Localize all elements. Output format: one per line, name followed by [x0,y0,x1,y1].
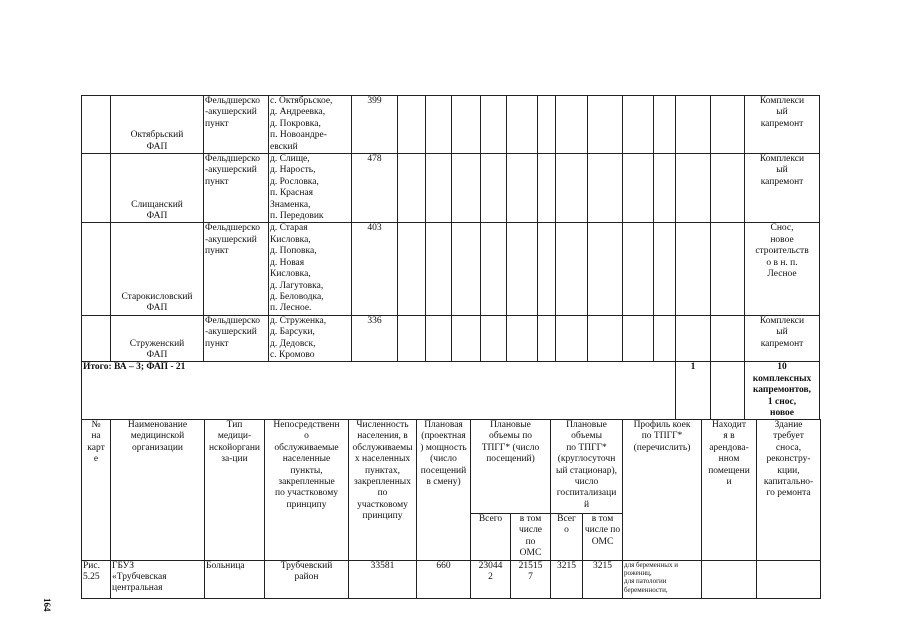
col-header-visits: Плановые объемы по ТПГГ* (число посещений) [471,420,551,514]
facility-type: Больница [205,560,265,598]
col-header-type: Тип медици- нскойоргани за-ции [205,420,265,561]
total-label: Итого: ВА – 3; ФАП - 21 [82,362,676,420]
facilities-continuation-table [81,95,820,420]
table-row [82,154,820,223]
table-row [82,223,820,315]
served-settlements: д. Слище, д. Нарость, д. Рословка, п. Красная Знаменка, п. Передовик [269,154,352,223]
page-number: 164 [42,598,52,612]
col-header-rented: Находит я в арендова- нном помещени и [702,420,757,561]
col-header-hosp-oms: в том числе по ОМС [583,514,623,561]
table-row [82,560,821,598]
col-header-settlements: Непосредственн о обслуживаемые населенные пункты, закрепленные по участковому принципу [265,420,349,561]
col-header-population: Численность населения, в обслуживаемы х населенных пунктах, закрепленных по участковому принципу [349,420,417,561]
served-settlements: с. Октябрьское, д. Андреевка, д. Покровка, п. Новоандре- евский [269,96,352,154]
population: 399 [352,96,398,154]
col-header-number: № на карт е [82,420,111,561]
facility-name: Старокисловский ФАП [111,223,204,315]
col-header-capacity: Плановая (проектная ) мощность (число посещений в смену) [417,420,471,561]
total-count: 1 [676,362,711,420]
facility-name: Струженский ФАП [111,315,204,362]
col-header-visits-total: Всего [471,514,511,561]
total-row [82,362,820,420]
building-action: Снос, новое строительств о в н. п. Лесное [745,223,820,315]
col-header-hospitalizations: Плановые объемы по ТПГГ* (круглосуточн ый стационар), число госпитализаци й [551,420,623,514]
beds-profile: для беременных и рожениц, для патологии беременности, [623,560,702,598]
facility-name: ГБУЗ «Трубчевская центральная [111,560,205,598]
building-action: Комплекси ый капремонт [745,154,820,223]
col-header-building: Здание требует сноса, реконстру- кции, капитально- го ремонта [757,420,821,561]
population: 478 [352,154,398,223]
facility-type: Фельдшерско -акушерский пункт [204,315,269,362]
building-action: Комплекси ый капремонт [745,315,820,362]
facilities-table [81,419,821,599]
served-settlements: Трубчевский район [265,560,349,598]
facility-type: Фельдшерско -акушерский пункт [204,154,269,223]
served-settlements: д. Старая Кисловка, д. Поповка, д. Новая Кисловка, д. Лагутовка, д. Беловодка, п. Лесное. [269,223,352,315]
facility-type: Фельдшерско -акушерский пункт [204,96,269,154]
col-header-hosp-total: Всег о [551,514,583,561]
table-row [82,96,820,154]
facility-name: Октябрьский ФАП [111,96,204,154]
col-header-visits-oms: в том числе по ОМС [511,514,551,561]
facility-name: Слищанский ФАП [111,154,204,223]
table-row [82,315,820,362]
building-action: Комплекси ый капремонт [745,96,820,154]
population: 33581 [349,560,417,598]
col-header-beds-profile: Профиль коек по ТПГГ* (перечислить) [623,420,702,561]
population: 403 [352,223,398,315]
capacity: 660 [417,560,471,598]
visits-total: 23044 2 [471,560,511,598]
table-header-row [82,420,821,514]
served-settlements: д. Струженка, д. Барсуки, д. Дедовск, с. Кромово [269,315,352,362]
hosp-total: 3215 [551,560,583,598]
facility-type: Фельдшерско -акушерский пункт [204,223,269,315]
hosp-oms: 3215 [583,560,623,598]
total-action: 10 комплексных капремонтов, 1 снос, новое [745,362,820,420]
row-number: Рис. 5.25 [82,560,111,598]
population: 336 [352,315,398,362]
visits-oms: 21515 7 [511,560,551,598]
col-header-name: Наименование медицинской организации [111,420,205,561]
